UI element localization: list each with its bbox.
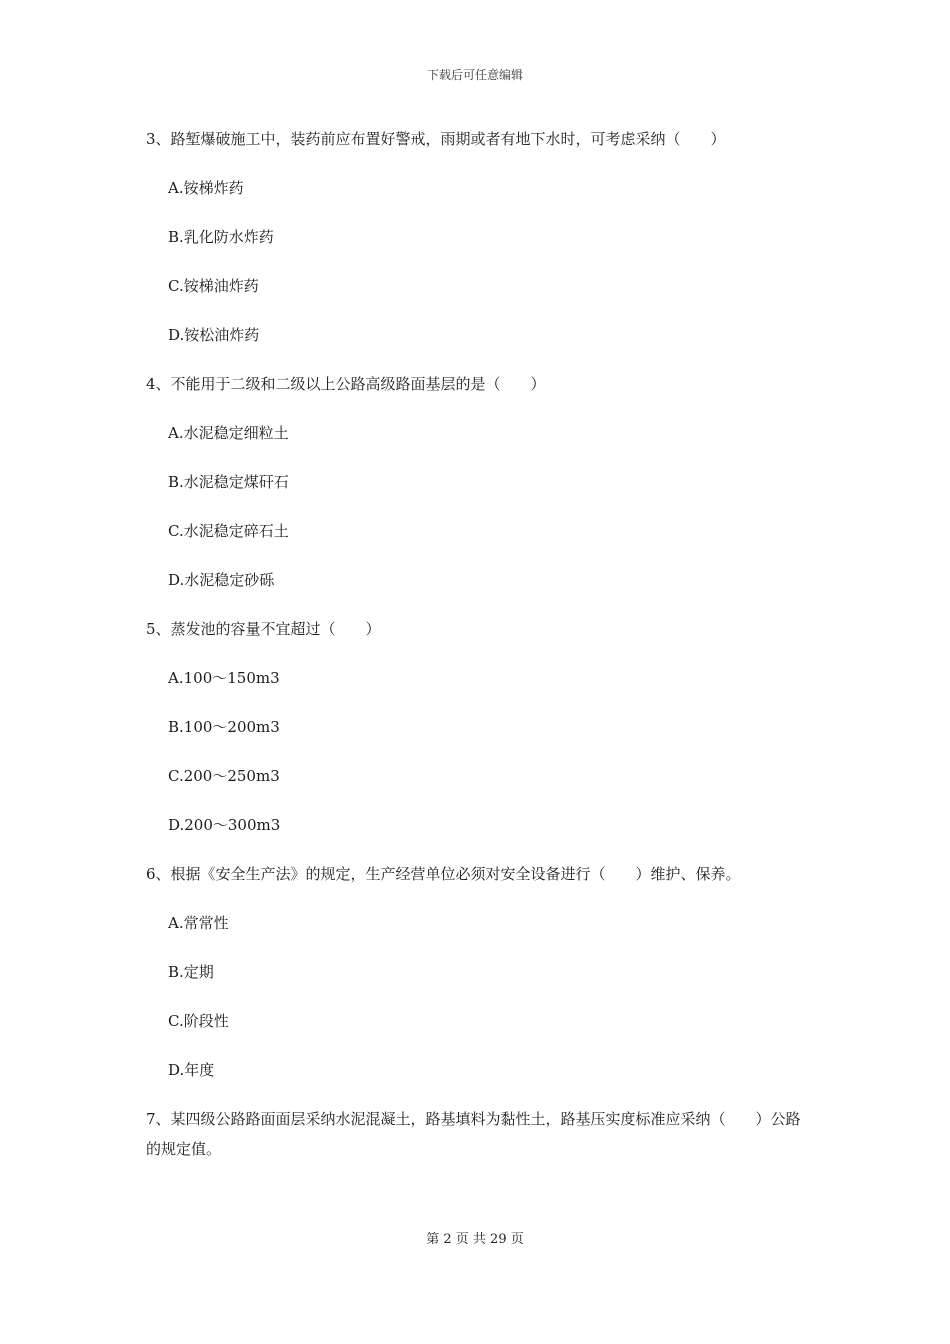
option-d: D.年度 [168,1061,215,1079]
option-a: A.铵梯炸药 [168,179,244,197]
option-a: A.100～150m3 [168,669,280,687]
option-d: D.水泥稳定砂砾 [168,571,275,589]
question-text: 7、某四级公路路面面层采纳水泥混凝土，路基填料为黏性土，路基压实度标准应采纳（ ）公路的规定值。 [146,1110,801,1158]
option-c: C.铵梯油炸药 [168,277,259,295]
question-4 [146,369,806,595]
option-b: B.100～200m3 [168,718,280,736]
question-text: 5、蒸发池的容量不宜超过（ ） [146,620,381,638]
question-3 [146,124,806,350]
page-number: 第 2 页 共 29 页 [426,1232,524,1247]
option-b: B.水泥稳定煤矸石 [168,473,289,491]
question-list [146,124,806,1164]
question-text: 3、路堑爆破施工中，装药前应布置好警戒，雨期或者有地下水时，可考虑采纳（ ） [146,130,726,148]
question-text: 4、不能用于二级和二级以上公路高级路面基层的是（ ） [146,375,546,393]
option-b: B.定期 [168,963,214,981]
option-c: C.200～250m3 [168,767,280,785]
option-a: A.常常性 [168,914,229,932]
page-header: 下载后可任意编辑 [426,68,523,82]
option-c: C.水泥稳定碎石土 [168,522,289,540]
option-d: D.铵松油炸药 [168,326,260,344]
option-c: C.阶段性 [168,1012,229,1030]
question-5 [146,614,806,840]
question-7 [146,1104,806,1164]
option-b: B.乳化防水炸药 [168,228,274,246]
option-a: A.水泥稳定细粒土 [168,424,289,442]
option-d: D.200～300m3 [168,816,281,834]
question-6 [146,859,806,1085]
question-text: 6、根据《安全生产法》的规定，生产经营单位必须对安全设备进行（ ）维护、保养。 [146,865,741,883]
